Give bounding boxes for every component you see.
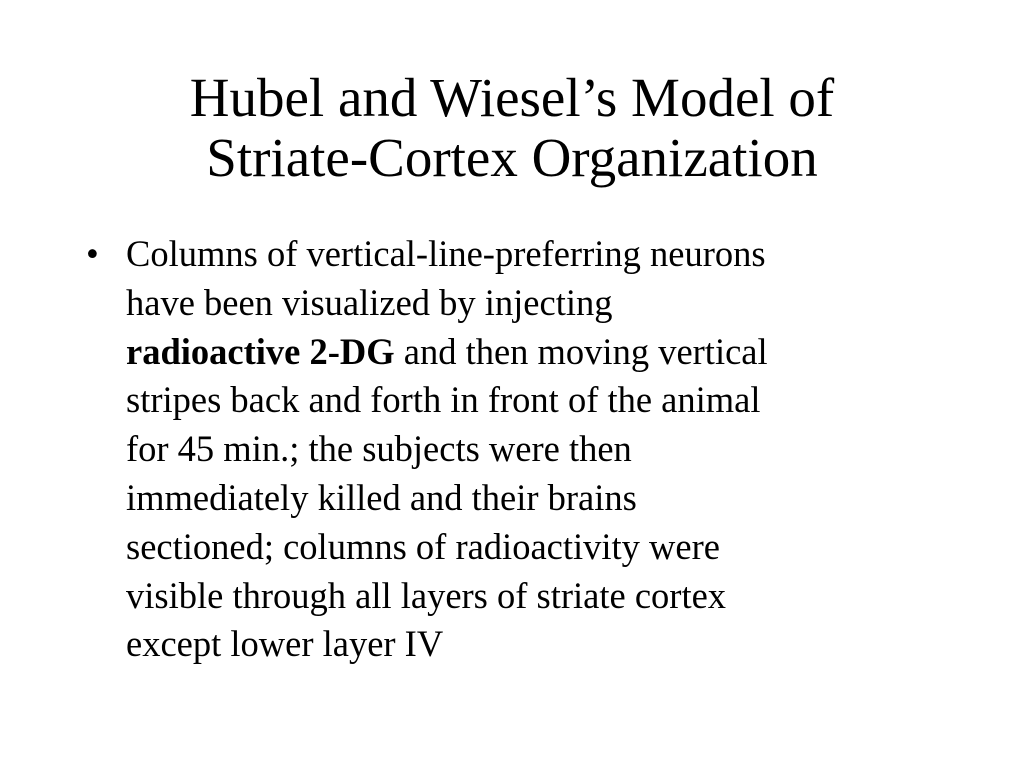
bullet-line-8: visible through all layers of striate cortex (126, 574, 727, 616)
bullet-item (82, 230, 962, 669)
title-line-1: Hubel and Wiesel’s Model of (189, 67, 835, 128)
bullet-line-3-rest: and then moving vertical (394, 330, 768, 372)
bullet-line-2: have been visualized by injecting (126, 281, 613, 323)
bullet-line-3 (126, 328, 962, 377)
bullet-text (126, 230, 962, 669)
title-line-2: Striate-Cortex Organization (206, 127, 818, 188)
bold-term: radioactive 2-DG (126, 330, 395, 372)
bullet-line-7: sectioned; columns of radioactivity were (126, 525, 720, 567)
bullet-marker: • (86, 233, 99, 274)
bullet-line-5: for 45 min.; the subjects were then (126, 428, 632, 470)
bullet-line-9: except lower layer IV (126, 623, 444, 665)
slide-title (60, 68, 964, 188)
bullet-line-1: Columns of vertical-line-preferring neurons (126, 233, 766, 274)
bullet-list (82, 230, 962, 669)
bullet-line-6: immediately killed and their brains (126, 476, 637, 518)
bullet-line-4: stripes back and forth in front of the animal (126, 379, 761, 421)
